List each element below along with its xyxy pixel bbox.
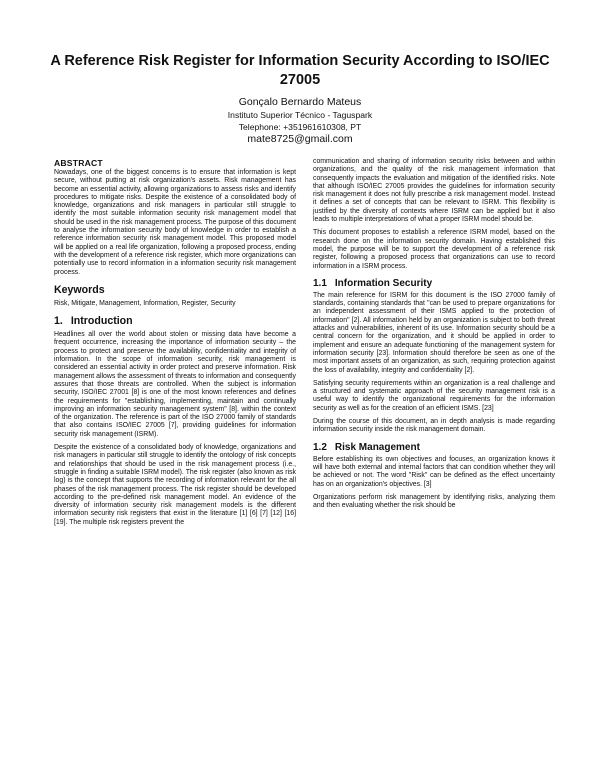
section-1-1-heading (313, 278, 555, 290)
section-1-2-paragraph-1: Before establishing its own objectives and focuses, an organization knows it will have both external and internal factors that can condition whether they will be achieved or not. The word "Risk" can be defined as the effect uncertainty has on an organization's objectives. [3] (313, 455, 555, 488)
intro-continued-paragraph-2: This document proposes to establish a reference ISRM model, based on the research done on the information security domain. Having established this model, the purpose will be to support the development of a reference risk register, following a proposed process that organizations can use to record information in a ISRM process. (313, 229, 555, 270)
section-1-1-paragraph-1: The main reference for ISRM for this document is the ISO 27000 family of standards, containing standards that "can be used to prepare organizations for an independent assessment of their ISMS applied to the protection of information" [2]. All information held by an organization is subject to both threat attacks and vulnerabilities, inherent of its use. Information security should be a central concern for the organization, and it should be applied in order to implement and ensure an adequate functioning of the management system for information security [23]. Information should therefore be seen as one of the most important assets of an organization, as such, requiring protection against the loss of availability, integrity and confidentiality [2]. (313, 291, 555, 374)
author-name: Gonçalo Bernardo Mateus (238, 96, 362, 108)
abstract-text: Nowadays, one of the biggest concerns is to ensure that information is kept secure, without putting at risk organization's assets. Risk management has become an essential activity, allowing organizations to assess risks and identify procedures to mitigate risks. Despite the existence of a consolidated body of knowledge, organizations and risk managers in particular still struggle to identify the most suitable information security risk management model that should be used in the risk management process. The purpose of this document to analyse the information security body of knowledge in order to establish a reference information security risk management model. This proposed model will be applied on a real life organization, following a proposed process, ending with the development of a reference risk register, which more organizations can potentially use to record information in a information security risk management process. (54, 169, 296, 276)
section-1-1-paragraph-3: During the course of this document, an in depth analysis is made regarding information security inside the risk management domain. (313, 418, 555, 434)
paper-title: A Reference Risk Register for Information Security According to ISO/IEC 27005 (50, 53, 550, 88)
right-column (313, 158, 555, 510)
section-1-2-paragraph-2: Organizations perform risk management by identifying risks, analyzing them and then evaluating whether the risk should be (313, 493, 555, 510)
section-1-2-number: 1.2 (313, 441, 327, 453)
introduction-title: Introduction (70, 315, 133, 328)
intro-paragraph-1: Headlines all over the world about stolen or missing data have become a frequent occurrence, increasing the importance of information security – the process to protect and preserve the availability, confidentiality and integrity of information. In the scope of information security, risk management is considered an essential activity in order protect and preserve information. Risk management allows the assessment of threats to information and consequently assures that those threats are controlled. When the subject is information security, ISO/IEC 27001 [8] is one of the most known references and defines the requirements for "establishing, implementing, maintain and continually improving an information security management system" [8]. within the context of the organization. The reference is part of the ISO 27000 family of standards that also contains ISO/IEC 27005 [7], providing guidelines for information security risk management (ISRM). (54, 331, 296, 438)
author-affiliation: Instituto Superior Técnico - Taguspark (227, 110, 373, 120)
keywords-text: Risk, Mitigate, Management, Information, Register, Security (54, 299, 236, 307)
author-email: mate8725@gmail.com (247, 133, 353, 145)
intro-paragraph-2: Despite the existence of a consolidated body of knowledge, organizations and risk managers in particular still struggle to identify the ontology of risk concepts and relationships that should be used in the risk management process (i.e., struggle in finding a suitable ISRM model). The risk register (also known as risk log) is the concept that supports the recording of information relevant for the all phases of the risk management process. The risk register should be developed according to the pre-defined risk management model. An evidence of the diversity of information security risk management models is the different information security risk registers that exist in the literature [1] [6] [7] [12] [16] [19]. The multiple risk registers prevent the (54, 444, 296, 526)
author-telephone: Telephone: +351961610308, PT (238, 122, 362, 132)
section-1-1-title: Information Security (334, 277, 433, 289)
section-1-1-paragraph-2: Satisfying security requirements within an organization is a real challenge and a structured and systematic approach of the security management risk is a useful way to identify the organizational requirements for the information security as well as for the creation of an efficient ISMS. [23] (313, 379, 555, 412)
intro-continued-paragraph-1: communication and sharing of information security risks between and within organizations, and the quality of the risk management information that consequently impacts the evaluation and mitigation of the identified risks. Note that although ISO/IEC 27005 provides the guidelines for information security risk management it does not fully prescribe a risk management model. Instead it defines a set of concepts that can be relevant to ISRM. This flexibility is justified by the diversity of contexts where ISRM can be applied but it also leads to multiple interpretations of what a proper ISRM model should be. (313, 158, 555, 224)
section-1-2-title: Risk Management (334, 441, 420, 453)
introduction-heading (54, 315, 296, 328)
abstract-heading: ABSTRACT (54, 158, 103, 168)
left-column (54, 158, 296, 527)
section-1-2-heading (313, 442, 555, 454)
section-1-1-number: 1.1 (313, 277, 327, 289)
introduction-number: 1. (54, 315, 63, 328)
keywords-heading: Keywords (54, 283, 105, 296)
